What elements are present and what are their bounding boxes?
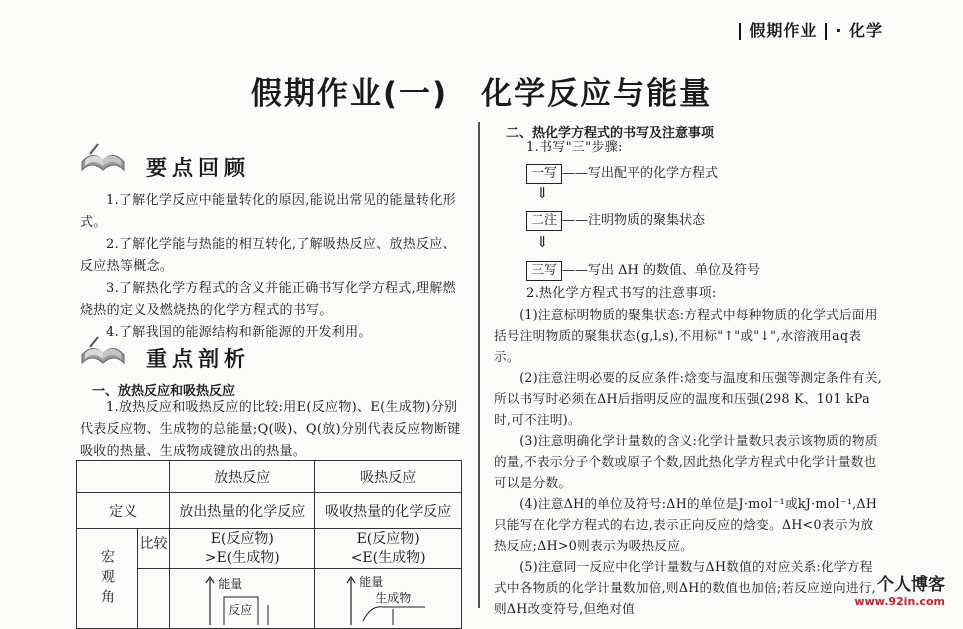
step-box: 二注 [526, 211, 562, 231]
note-item: (2)注意注明必要的反应条件:焓变与温度和压强等测定条件有关,所以书写时必须在ΔH后指明反应的温度和压强(298 K、101 kPa时,可不注明)。 [494, 370, 883, 427]
header-right: · 化学 [835, 21, 883, 40]
review-item: 2.了解化学能与热能的相互转化,了解吸热反应、放热反应、反应热等概念。 [80, 237, 456, 274]
subheading-exo-endo: 一、放热反应和吸热反应 [92, 384, 236, 399]
step-arrow-icon: ⇓ [536, 184, 549, 202]
table-corner [77, 461, 170, 493]
diagram-exo [170, 569, 315, 629]
step-arrow-icon: ⇓ [536, 233, 549, 251]
diagram-energy-label: 能量 [218, 577, 243, 591]
diagram-reactant-label: 反应 [228, 603, 253, 617]
page-header [731, 18, 883, 41]
subheading-thermo-equation: 二、热化学方程式的书写及注意事项 [506, 126, 715, 141]
step-1 [526, 162, 718, 184]
section-heading-analysis [80, 333, 126, 377]
note-item: (5)注意同一反应中化学计量数与ΔH数值的对应关系:化学方程式中各物质的化学计量数加倍,则ΔH的数值也加倍;若反应逆向进行,则ΔH改变符号,但绝对值 [494, 559, 876, 616]
watermark-url: www.92in.com [854, 595, 945, 608]
note-item: (4)注意ΔH的单位及符号:ΔH的单位是J·mol⁻¹或kJ·mol⁻¹,ΔH只能写在化学方程式的右边,表示正向反应的焓变。ΔH<0表示为放热反应;ΔH>0则表示为吸热反应。 [494, 496, 878, 553]
book-icon [80, 333, 126, 373]
header-left: 假期作业 [749, 21, 818, 40]
step-2 [526, 209, 705, 231]
watermark-title: 个人博客 [877, 575, 945, 595]
step-box: 三写 [526, 261, 562, 281]
header-separator [825, 23, 827, 40]
review-list [80, 190, 464, 344]
row-header-def: 定义 [77, 493, 170, 529]
step-text: ——注明物质的聚集状态 [562, 213, 706, 228]
compare-endo-line2: <E(生成物) [350, 549, 426, 566]
section-title-review: 要点回顾 [146, 156, 250, 180]
step-text: ——写出 ΔH 的数值、单位及符号 [562, 263, 761, 278]
page-title: 假期作业(一) 化学反应与能量 [250, 76, 713, 112]
compare-endo [315, 529, 462, 569]
def-exo: 放出热量的化学反应 [170, 493, 315, 529]
steps-title: 1.书写"三"步骤: [526, 140, 623, 155]
compare-exo [170, 529, 315, 569]
col-header-endo: 吸热反应 [315, 461, 462, 493]
diagram-product-label: 生成物 [375, 591, 412, 605]
compare-endo-line1: E(反应物) [356, 530, 420, 547]
note-item: (3)注意明确化学计量数的含义:化学计量数只表示该物质的物质的量,不表示分子个数或原子个数,因此热化学方程式中化学计量数也可以是分数。 [494, 433, 878, 490]
col-header-exo: 放热反应 [170, 461, 315, 493]
column-divider [478, 122, 480, 608]
diagram-energy-label: 能量 [359, 575, 384, 589]
diagram-label-cell [138, 569, 170, 629]
review-item: 1.了解化学反应中能量转化的原因,能说出常见的能量转化形式。 [80, 193, 456, 230]
review-item: 3.了解热化学方程式的含义并能正确书写化学方程式,理解燃烧热的定义及燃烧热的化学方程式的书写。 [80, 281, 456, 318]
review-item: 4.了解我国的能源结构和新能源的开发利用。 [106, 325, 372, 340]
note-item: (1)注意标明物质的聚集状态:方程式中每种物质的化学式后面用括号注明物质的聚集状态(g,l,s),不用标"↑"或"↓",水溶液用aq表示。 [494, 307, 878, 364]
row-header-compare: 比较 [138, 529, 170, 569]
comparison-table [76, 460, 462, 629]
section-heading-review [80, 140, 126, 184]
step-3 [526, 259, 760, 281]
header-separator [739, 23, 741, 40]
step-box: 一写 [526, 164, 562, 184]
compare-exo-line1: E(反应物) [210, 530, 274, 547]
compare-exo-line2: >E(生成物) [204, 549, 280, 566]
section-title-analysis: 重点剖析 [146, 347, 250, 371]
step-text: ——写出配平的化学方程式 [562, 166, 719, 181]
row-header-macro: 宏观角 [77, 529, 138, 629]
book-icon [80, 140, 126, 180]
notes-title: 2.热化学方程式书写的注意事项: [526, 286, 717, 301]
intro-paragraph: 1.放热反应和吸热反应的比较:用E(反应物)、E(生成物)分别代表反应物、生成物的总能量;Q(吸)、Q(放)分别代表反应物断键吸收的热量、生成物成键放出的热量。 [80, 400, 461, 459]
diagram-endo [315, 569, 462, 629]
notes-list [494, 304, 884, 619]
def-endo: 吸收热量的化学反应 [315, 493, 462, 529]
watermark [854, 570, 945, 608]
